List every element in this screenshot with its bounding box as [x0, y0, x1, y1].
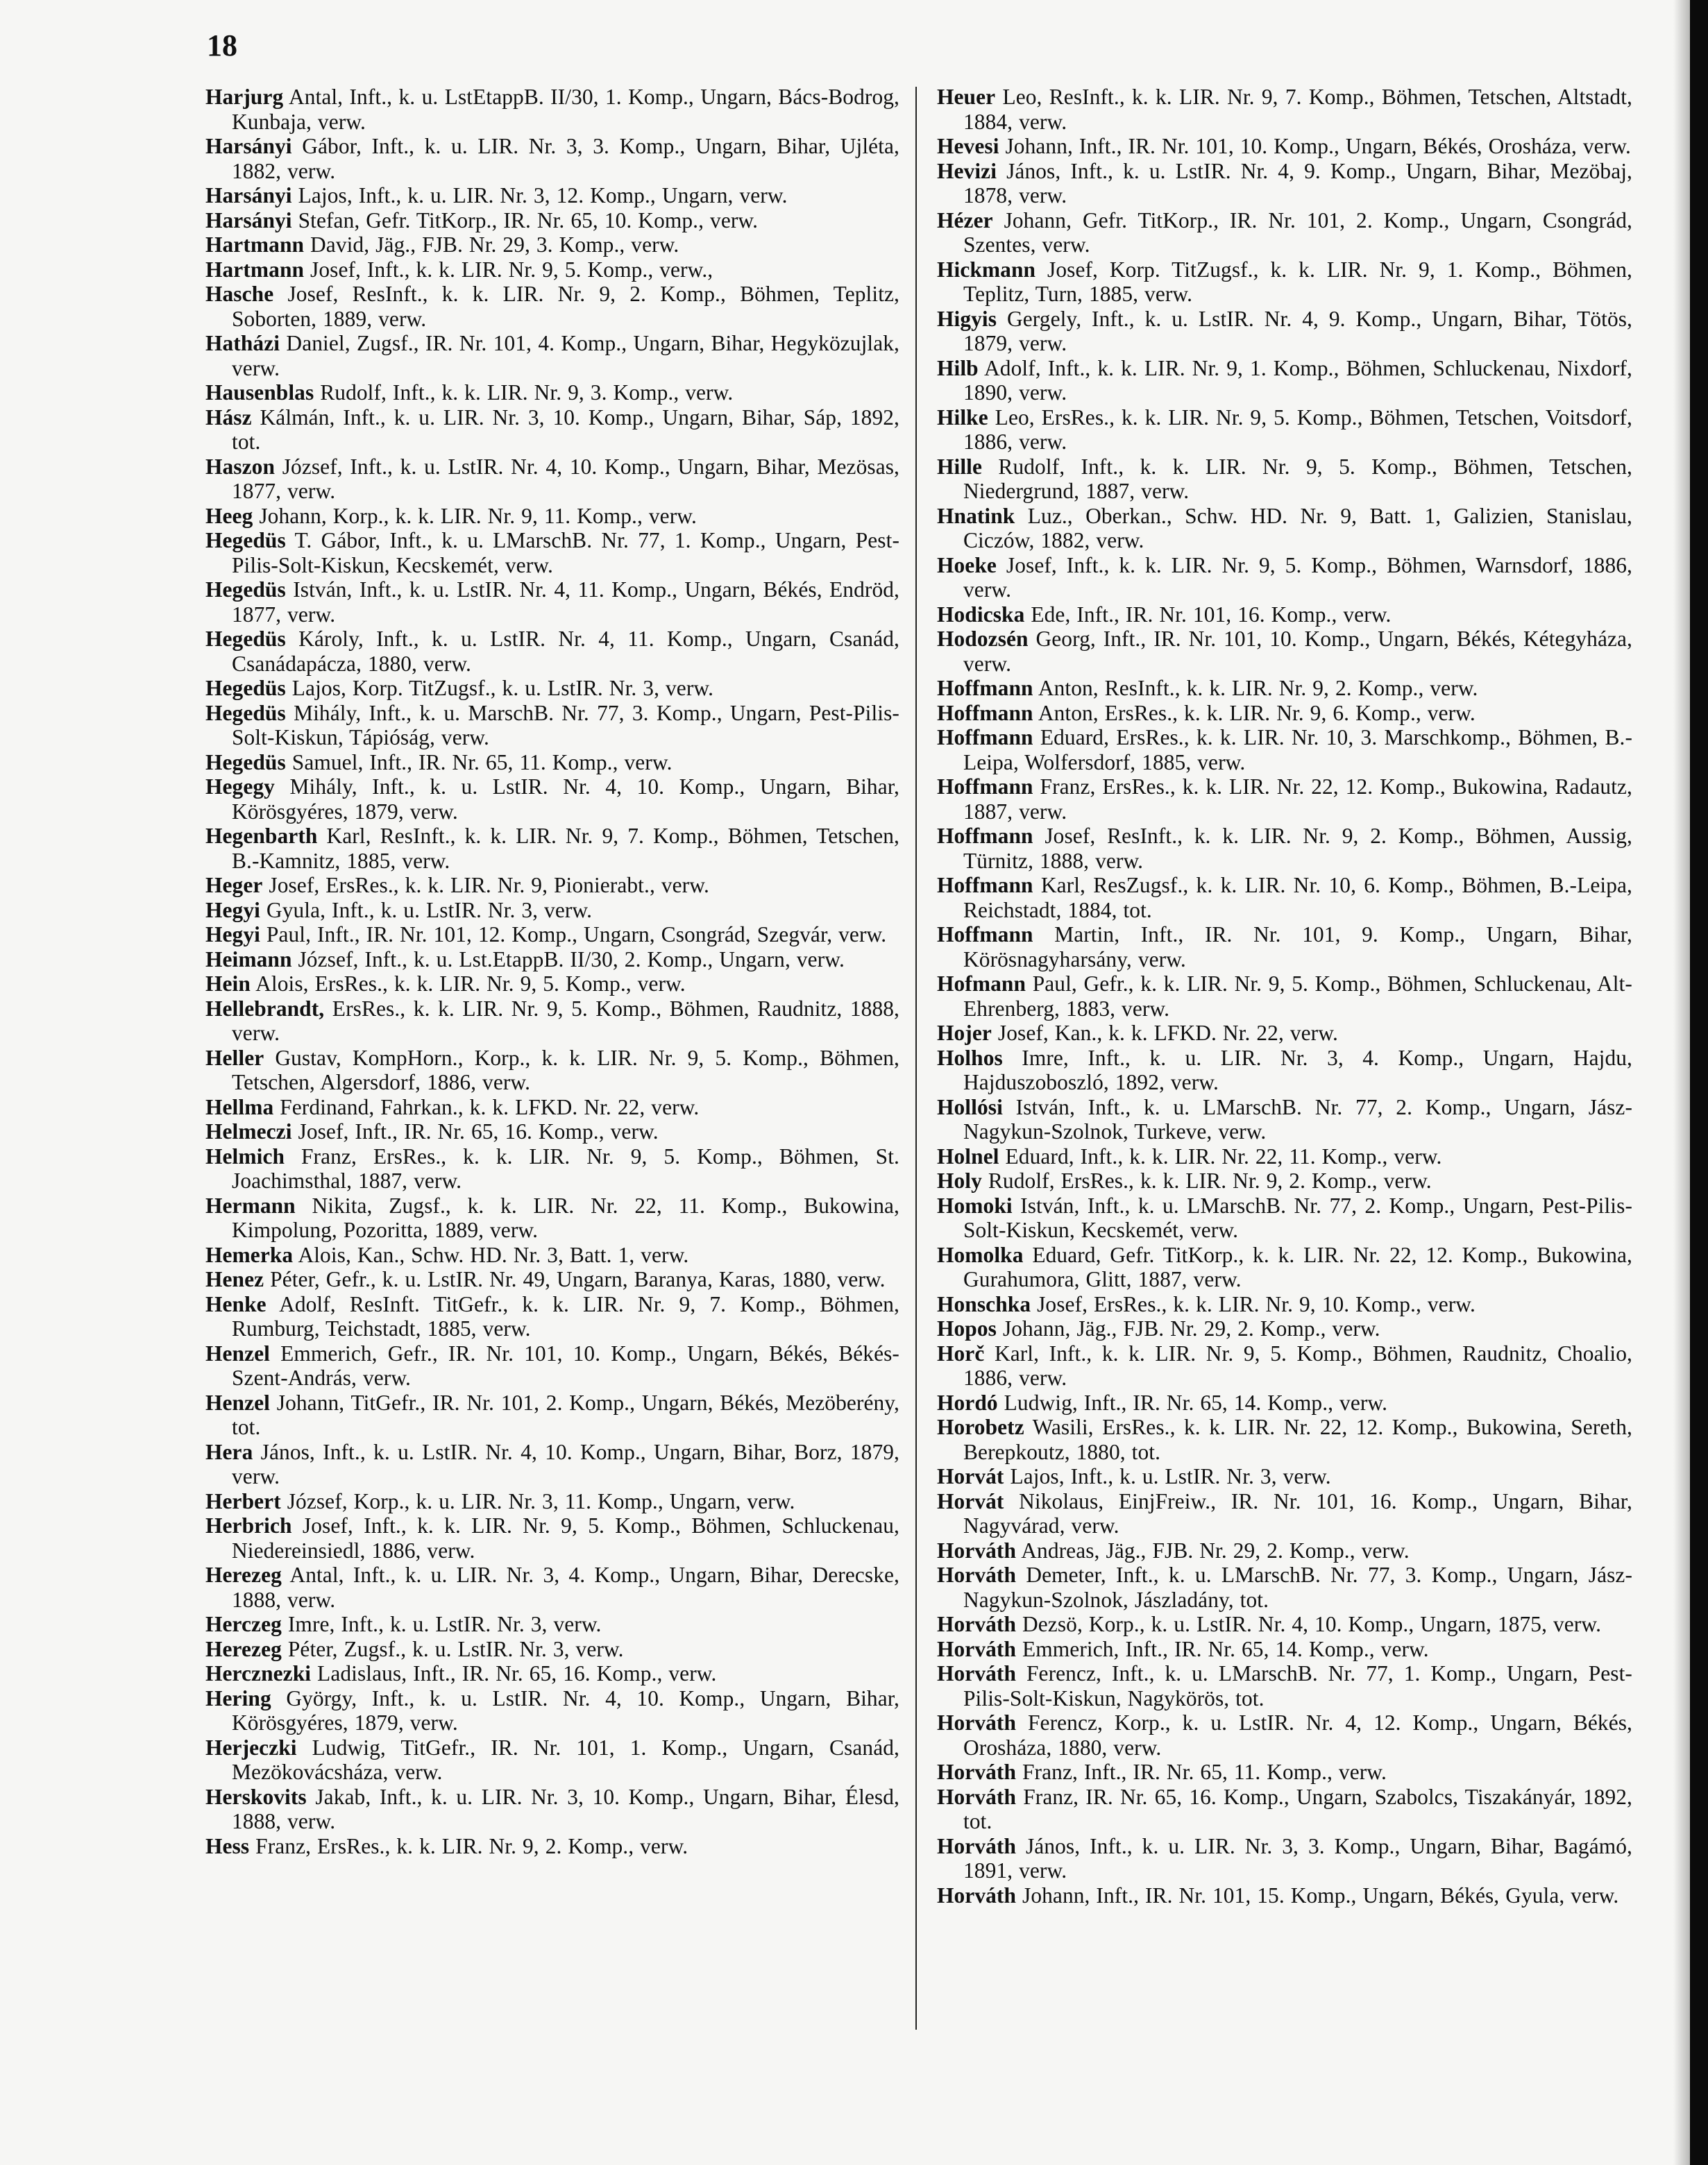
- entry-details: Gergely, Inft., k. u. LstIR. Nr. 4, 9. Komp., Ungarn, Bihar, Tötös, 1879, verw.: [963, 306, 1633, 355]
- entry-surname: Hegedüs: [205, 528, 286, 552]
- column-divider: [915, 87, 917, 2030]
- entry-surname: Hausenblas: [205, 380, 314, 405]
- entry-details: ErsRes., k. k. LIR. Nr. 9, 5. Komp., Böhmen, Raudnitz, 1888, verw.: [232, 996, 900, 1045]
- register-entry: [937, 208, 1632, 257]
- entry-surname: Hevizi: [937, 158, 997, 183]
- entry-surname: Hoffmann: [937, 824, 1033, 848]
- register-entry: [205, 405, 899, 455]
- register-entry: [205, 1735, 899, 1785]
- entry-surname: Hojer: [937, 1021, 992, 1045]
- entry-surname: Herbert: [205, 1488, 281, 1513]
- entry-details: Nikita, Zugsf., k. k. LIR. Nr. 22, 11. Komp., Bukowina, Kimpolung, Pozoritta, 1889, verw.: [232, 1193, 899, 1242]
- entry-surname: Hegegy: [205, 774, 275, 799]
- entry-surname: Haszon: [205, 454, 276, 479]
- register-entry: [937, 455, 1632, 504]
- entry-details: Lajos, Korp. TitZugsf., k. u. LstIR. Nr. 3, verw.: [291, 676, 714, 700]
- entry-details: Ferdinand, Fahrkan., k. k. LFKD. Nr. 22, verw.: [280, 1094, 700, 1119]
- entry-details: György, Inft., k. u. LstIR. Nr. 4, 10. Komp., Ungarn, Bihar, Körösgyéres, 1879, verw.: [232, 1686, 899, 1735]
- entry-details: Martin, Inft., IR. Nr. 101, 9. Komp., Ungarn, Bihar, Körösnagyharsány, verw.: [963, 922, 1632, 971]
- entry-details: Karl, Inft., k. k. LIR. Nr. 9, 5. Komp., Böhmen, Raudnitz, Choalio, 1886, verw.: [963, 1341, 1632, 1390]
- register-entry: [205, 1267, 899, 1292]
- entry-details: Franz, ErsRes., k. k. LIR. Nr. 9, 5. Komp., Böhmen, St. Joachimsthal, 1887, verw.: [232, 1144, 899, 1193]
- register-entry: [937, 701, 1632, 726]
- entry-details: Demeter, Inft., k. u. LMarschB. Nr. 77, 3. Komp., Ungarn, Jász-Nagykun-Szolnok, Jászladány, tot.: [963, 1563, 1632, 1612]
- register-entry: [205, 577, 899, 627]
- entry-surname: Hera: [205, 1439, 253, 1464]
- register-entry: [205, 134, 899, 183]
- entry-details: Johann, Gefr. TitKorp., IR. Nr. 101, 2. Komp., Ungarn, Csongrád, Szentes, verw.: [963, 207, 1632, 257]
- entry-surname: Hodicska: [937, 602, 1025, 627]
- entry-surname: Horváth: [937, 1612, 1017, 1636]
- register-entry: [937, 1046, 1632, 1095]
- entry-details: Samuel, Inft., IR. Nr. 65, 11. Komp., verw.: [291, 749, 673, 774]
- register-entry: [937, 922, 1632, 971]
- entry-surname: Hoffmann: [937, 774, 1033, 799]
- register-entry: [937, 1391, 1632, 1416]
- entry-surname: Horváth: [937, 1563, 1017, 1587]
- register-entry: [205, 455, 899, 504]
- register-entry: [937, 1785, 1632, 1834]
- entry-details: Ferencz, Korp., k. u. LstIR. Nr. 4, 12. Komp., Ungarn, Békés, Orosháza, 1880, verw.: [963, 1710, 1632, 1760]
- entry-details: Anton, ErsRes., k. k. LIR. Nr. 9, 6. Komp., verw.: [1038, 700, 1476, 725]
- entry-details: János, Inft., k. u. LstIR. Nr. 4, 10. Komp., Ungarn, Bihar, Borz, 1879, verw.: [232, 1439, 899, 1488]
- entry-details: T. Gábor, Inft., k. u. LMarschB. Nr. 77, 1. Komp., Ungarn, Pest-Pilis-Solt-Kiskun, Kecskemét, verw.: [232, 528, 899, 577]
- register-entry: [937, 356, 1632, 405]
- entry-surname: Horč: [937, 1341, 985, 1366]
- register-entry: [205, 996, 899, 1046]
- register-entry: [937, 1661, 1632, 1710]
- register-entry: [937, 134, 1632, 159]
- register-entry: [937, 676, 1632, 701]
- register-entry: [937, 1538, 1632, 1563]
- entry-surname: Herskovits: [205, 1784, 307, 1809]
- entry-details: Karl, ResZugsf., k. k. LIR. Nr. 10, 6. Komp., Böhmen, B.-Leipa, Reichstadt, 1884, tot.: [963, 873, 1632, 922]
- register-entry: [205, 701, 899, 750]
- entry-surname: Horobetz: [937, 1415, 1024, 1439]
- entry-surname: Hartmann: [205, 232, 305, 257]
- entry-details: Rudolf, Inft., k. k. LIR. Nr. 9, 5. Komp., Böhmen, Tetschen, Niedergrund, 1887, verw.: [963, 454, 1632, 503]
- entry-surname: Heuer: [937, 85, 996, 109]
- register-entry: [205, 1046, 899, 1095]
- entry-surname: Hollósi: [937, 1094, 1003, 1119]
- entry-surname: Henzel: [205, 1341, 270, 1366]
- entry-details: Antal, Inft., k. u. LstEtappB. II/30, 1. Komp., Ungarn, Bács-Bodrog, Kunbaja, verw.: [232, 85, 899, 134]
- register-entry: [205, 898, 899, 923]
- entry-surname: Holy: [937, 1169, 982, 1193]
- register-entry: [937, 1243, 1632, 1292]
- register-entry: [937, 602, 1632, 627]
- entry-details: Josef, Inft., k. k. LIR. Nr. 9, 5. Komp., Böhmen, Warnsdorf, 1886, verw.: [963, 552, 1632, 602]
- register-entry: [205, 1834, 899, 1859]
- entry-surname: Henez: [205, 1267, 264, 1291]
- entry-surname: Hegedüs: [205, 577, 286, 602]
- entry-details: Johann, TitGefr., IR. Nr. 101, 2. Komp., Ungarn, Békés, Mezöberény, tot.: [232, 1390, 899, 1439]
- entry-details: Paul, Gefr., k. k. LIR. Nr. 9, 5. Komp., Böhmen, Schluckenau, Alt-Ehrenberg, 1883, verw.: [963, 971, 1632, 1021]
- register-entry: [937, 1489, 1632, 1538]
- entry-details: Jakab, Inft., k. u. LIR. Nr. 3, 10. Komp., Ungarn, Bihar, Élesd, 1888, verw.: [232, 1784, 899, 1833]
- register-entry: [205, 1661, 899, 1686]
- entry-surname: Harsányi: [205, 134, 292, 158]
- entry-surname: Harjurg: [205, 85, 284, 109]
- register-entry: [205, 627, 899, 676]
- register-entry: [205, 380, 899, 405]
- entry-details: Mihály, Inft., k. u. MarschB. Nr. 77, 3. Komp., Ungarn, Pest-Pilis-Solt-Kiskun, Tápióság, verw.: [232, 700, 899, 749]
- entry-surname: Horváth: [937, 1784, 1017, 1809]
- entry-details: István, Inft., k. u. LMarschB. Nr. 77, 2. Komp., Ungarn, Jász-Nagykun-Szolnok, Turkeve, verw.: [963, 1094, 1632, 1144]
- entry-details: János, Inft., k. u. LIR. Nr. 3, 3. Komp., Ungarn, Bihar, Bagámó, 1891, verw.: [963, 1833, 1632, 1883]
- register-entry: [205, 85, 899, 134]
- entry-surname: Homolka: [937, 1242, 1024, 1267]
- entry-surname: Horváth: [937, 1833, 1017, 1858]
- entry-details: Johann, Inft., IR. Nr. 101, 15. Komp., Ungarn, Békés, Gyula, verw.: [1022, 1883, 1619, 1908]
- register-entry: [937, 1612, 1632, 1637]
- entry-details: David, Jäg., FJB. Nr. 29, 3. Komp., verw.: [310, 232, 679, 257]
- register-entry: [937, 159, 1632, 208]
- entry-surname: Hickmann: [937, 257, 1036, 282]
- register-entry: [205, 331, 899, 380]
- entry-details: Kálmán, Inft., k. u. LIR. Nr. 3, 10. Komp., Ungarn, Bihar, Sáp, 1892, tot.: [232, 405, 899, 454]
- entry-details: Ladislaus, Inft., IR. Nr. 65, 16. Komp., verw.: [317, 1661, 717, 1686]
- register-entry: [937, 1341, 1632, 1391]
- entry-surname: Hegedüs: [205, 676, 286, 700]
- entry-surname: Heller: [205, 1045, 264, 1070]
- entry-details: Gábor, Inft., k. u. LIR. Nr. 3, 3. Komp., Ungarn, Bihar, Ujléta, 1882, verw.: [232, 134, 900, 183]
- entry-details: Andreas, Jäg., FJB. Nr. 29, 2. Komp., verw.: [1021, 1538, 1410, 1563]
- entry-details: Péter, Gefr., k. u. LstIR. Nr. 49, Ungarn, Baranya, Karas, 1880, verw.: [270, 1267, 886, 1291]
- entry-details: Lajos, Inft., k. u. LIR. Nr. 3, 12. Komp., Ungarn, verw.: [298, 183, 788, 207]
- entry-surname: Homoki: [937, 1193, 1013, 1218]
- entry-details: Josef, Inft., k. k. LIR. Nr. 9, 5. Komp., verw.,: [310, 257, 713, 282]
- entry-surname: Hercznezki: [205, 1661, 312, 1686]
- register-entry: [937, 824, 1632, 873]
- register-entry: [937, 85, 1632, 134]
- register-entry: [937, 1415, 1632, 1464]
- register-entry: [937, 1169, 1632, 1194]
- entry-surname: Hézer: [937, 207, 993, 232]
- entry-surname: Hilb: [937, 355, 979, 380]
- register-entry: [937, 1464, 1632, 1489]
- entry-details: Eduard, Gefr. TitKorp., k. k. LIR. Nr. 22, 12. Komp., Bukowina, Gurahumora, Glitt, 1887, verw.: [963, 1242, 1633, 1291]
- register-entry: [937, 1834, 1632, 1883]
- entry-details: Franz, ErsRes., k. k. LIR. Nr. 22, 12. Komp., Bukowina, Radautz, 1887, verw.: [963, 774, 1632, 824]
- entry-surname: Hodozsén: [937, 627, 1029, 651]
- entry-details: Károly, Inft., k. u. LstIR. Nr. 4, 11. Komp., Ungarn, Csanád, Csanádapácza, 1880, verw.: [232, 627, 899, 676]
- entry-surname: Hegedüs: [205, 749, 286, 774]
- page-number: 18: [207, 28, 237, 62]
- entry-details: József, Inft., k. u. LstIR. Nr. 4, 10. Komp., Ungarn, Bihar, Mezösas, 1877, verw.: [232, 454, 899, 503]
- register-entry: [937, 1144, 1632, 1169]
- entry-surname: Hoffmann: [937, 700, 1033, 725]
- entry-details: Imre, Inft., k. u. LstIR. Nr. 3, verw.: [287, 1612, 602, 1636]
- entry-details: Nikolaus, EinjFreiw., IR. Nr. 101, 16. Komp., Ungarn, Bihar, Nagyvárad, verw.: [963, 1488, 1632, 1538]
- entry-surname: Helmich: [205, 1144, 285, 1169]
- entry-surname: Hnatink: [937, 503, 1015, 528]
- register-entry: [937, 1021, 1632, 1046]
- register-entry: [205, 1686, 899, 1735]
- entry-details: Johann, Inft., IR. Nr. 101, 10. Komp., Ungarn, Békés, Orosháza, verw.: [1005, 134, 1631, 158]
- entry-details: Johann, Jäg., FJB. Nr. 29, 2. Komp., verw.: [1002, 1316, 1380, 1341]
- entry-surname: Hász: [205, 405, 252, 430]
- entry-details: Alois, ErsRes., k. k. LIR. Nr. 9, 5. Komp., verw.: [255, 971, 686, 996]
- register-entry: [205, 232, 899, 257]
- entry-details: Franz, Inft., IR. Nr. 65, 11. Komp., verw.: [1022, 1760, 1387, 1784]
- entry-details: Antal, Inft., k. u. LIR. Nr. 3, 4. Komp., Ungarn, Bihar, Derecske, 1888, verw.: [232, 1563, 899, 1612]
- entry-surname: Hasche: [205, 282, 274, 306]
- entry-details: Johann, Korp., k. k. LIR. Nr. 9, 11. Komp., verw.: [259, 503, 697, 528]
- entry-surname: Hermann: [205, 1193, 296, 1218]
- entry-details: József, Inft., k. u. Lst.EtappB. II/30, 2. Komp., Ungarn, verw.: [298, 946, 845, 971]
- register-entry: [937, 774, 1632, 824]
- entry-details: Anton, ResInft., k. k. LIR. Nr. 9, 2. Komp., verw.: [1038, 676, 1478, 700]
- register-entry: [937, 1563, 1632, 1612]
- entry-details: Leo, ResInft., k. k. LIR. Nr. 9, 7. Komp., Böhmen, Tetschen, Altstadt, 1884, verw.: [963, 85, 1632, 134]
- entry-details: Gyula, Inft., k. u. LstIR. Nr. 3, verw.: [266, 897, 593, 922]
- left-column: [205, 85, 899, 1858]
- entry-surname: Harsányi: [205, 183, 292, 207]
- entry-surname: Hemerka: [205, 1242, 294, 1267]
- entry-details: Emmerich, Inft., IR. Nr. 65, 14. Komp., verw.: [1022, 1636, 1429, 1661]
- entry-surname: Herezeg: [205, 1563, 282, 1587]
- entry-surname: Hopos: [937, 1316, 997, 1341]
- register-entry: [205, 971, 899, 996]
- register-entry: [205, 1785, 899, 1834]
- register-entry: [205, 1144, 899, 1194]
- entry-details: Péter, Zugsf., k. u. LstIR. Nr. 3, verw.: [287, 1636, 624, 1661]
- entry-details: Ludwig, TitGefr., IR. Nr. 101, 1. Komp., Ungarn, Csanád, Mezökovácsháza, verw.: [232, 1735, 899, 1784]
- entry-details: Emmerich, Gefr., IR. Nr. 101, 10. Komp., Ungarn, Békés, Békés-Szent-András, verw.: [232, 1341, 899, 1390]
- entry-details: Adolf, Inft., k. k. LIR. Nr. 9, 1. Komp., Böhmen, Schluckenau, Nixdorf, 1890, verw.: [963, 355, 1632, 405]
- entry-surname: Herezeg: [205, 1636, 282, 1661]
- register-entry: [205, 1513, 899, 1563]
- entry-details: Stefan, Gefr. TitKorp., IR. Nr. 65, 10. Komp., verw.: [298, 207, 759, 232]
- entry-details: János, Inft., k. u. LstIR. Nr. 4, 9. Komp., Ungarn, Bihar, Mezöbaj, 1878, verw.: [963, 158, 1632, 207]
- entry-details: István, Inft., k. u. LstIR. Nr. 4, 11. Komp., Ungarn, Békés, Endröd, 1877, verw.: [232, 577, 899, 627]
- entry-surname: Henke: [205, 1291, 267, 1316]
- entry-details: Gustav, KompHorn., Korp., k. k. LIR. Nr. 9, 5. Komp., Böhmen, Tetschen, Algersdorf, 1886, verw.: [232, 1045, 899, 1094]
- entry-surname: Hartmann: [205, 257, 305, 282]
- entry-surname: Hordó: [937, 1390, 998, 1415]
- register-entry: [937, 873, 1632, 922]
- entry-surname: Hofmann: [937, 971, 1026, 996]
- entry-surname: Horváth: [937, 1636, 1017, 1661]
- entry-details: Josef, ResInft., k. k. LIR. Nr. 9, 2. Komp., Böhmen, Aussig, Türnitz, 1888, verw.: [963, 824, 1632, 873]
- entry-details: Eduard, Inft., k. k. LIR. Nr. 22, 11. Komp., verw.: [1005, 1144, 1442, 1169]
- entry-surname: Horvát: [937, 1464, 1004, 1488]
- register-entry: [205, 257, 899, 282]
- entry-surname: Hatházi: [205, 331, 280, 355]
- entry-details: Lajos, Inft., k. u. LstIR. Nr. 3, verw.: [1010, 1464, 1331, 1488]
- entry-surname: Hegedüs: [205, 700, 286, 725]
- entry-details: Alois, Kan., Schw. HD. Nr. 3, Batt. 1, verw.: [298, 1242, 689, 1267]
- register-entry: [937, 307, 1632, 356]
- register-entry: [205, 528, 899, 577]
- entry-details: Wasili, ErsRes., k. k. LIR. Nr. 22, 12. Komp., Bukowina, Sereth, Berepkoutz, 1880, tot.: [963, 1415, 1632, 1464]
- entry-surname: Hoeke: [937, 552, 997, 577]
- entry-surname: Hoffmann: [937, 873, 1033, 897]
- entry-surname: Hegenbarth: [205, 824, 318, 848]
- register-entry: [205, 1637, 899, 1662]
- register-entry: [937, 725, 1632, 774]
- entry-details: Josef, Korp. TitZugsf., k. k. LIR. Nr. 9, 1. Komp., Böhmen, Teplitz, Turn, 1885, verw.: [963, 257, 1632, 306]
- entry-surname: Horváth: [937, 1538, 1017, 1563]
- entry-surname: Helmeczi: [205, 1119, 292, 1144]
- register-entry: [937, 627, 1632, 676]
- register-entry: [937, 257, 1632, 307]
- entry-details: József, Korp., k. u. LIR. Nr. 3, 11. Komp., Ungarn, verw.: [287, 1488, 795, 1513]
- register-entry: [937, 1316, 1632, 1341]
- entry-surname: Hille: [937, 454, 983, 479]
- entry-surname: Horvát: [937, 1488, 1004, 1513]
- entry-surname: Henzel: [205, 1390, 270, 1415]
- register-entry: [205, 922, 899, 947]
- register-entry: [937, 1883, 1632, 1908]
- entry-details: Rudolf, Inft., k. k. LIR. Nr. 9, 3. Komp., verw.: [320, 380, 734, 405]
- right-column: [937, 85, 1632, 1908]
- entry-details: Imre, Inft., k. u. LIR. Nr. 3, 4. Komp., Ungarn, Hajdu, Hajduszoboszló, 1892, verw.: [963, 1045, 1632, 1094]
- register-entry: [937, 971, 1632, 1021]
- entry-surname: Horváth: [937, 1883, 1017, 1908]
- register-entry: [205, 1440, 899, 1489]
- entry-details: Franz, IR. Nr. 65, 16. Komp., Ungarn, Szabolcs, Tiszakányár, 1892, tot.: [963, 1784, 1632, 1833]
- register-entry: [205, 1194, 899, 1243]
- entry-surname: Herjeczki: [205, 1735, 297, 1760]
- register-entry: [937, 1637, 1632, 1662]
- entry-details: Karl, ResInft., k. k. LIR. Nr. 9, 7. Komp., Böhmen, Tetschen, B.-Kamnitz, 1885, verw.: [232, 824, 899, 873]
- entry-surname: Horváth: [937, 1661, 1017, 1686]
- entry-surname: Higyis: [937, 306, 997, 331]
- entry-details: Ludwig, Inft., IR. Nr. 65, 14. Komp., verw.: [1004, 1390, 1388, 1415]
- register-entry: [205, 824, 899, 873]
- entry-surname: Horváth: [937, 1760, 1017, 1784]
- register-entry: [205, 208, 899, 233]
- entry-surname: Hegyi: [205, 922, 260, 946]
- entry-details: Josef, ErsRes., k. k. LIR. Nr. 9, Pionierabt., verw.: [269, 873, 709, 897]
- entry-surname: Holnel: [937, 1144, 999, 1169]
- entry-surname: Hegyi: [205, 897, 260, 922]
- entry-details: Mihály, Inft., k. u. LstIR. Nr. 4, 10. Komp., Ungarn, Bihar, Körösgyéres, 1879, verw.: [232, 774, 899, 824]
- entry-details: Leo, ErsRes., k. k. LIR. Nr. 9, 5. Komp., Böhmen, Tetschen, Voitsdorf, 1886, verw.: [963, 405, 1632, 454]
- register-entry: [205, 1243, 899, 1268]
- entry-surname: Hein: [205, 971, 251, 996]
- entry-details: Dezsö, Korp., k. u. LstIR. Nr. 4, 10. Komp., Ungarn, 1875, verw.: [1022, 1612, 1602, 1636]
- register-entry: [205, 947, 899, 972]
- entry-details: Eduard, ErsRes., k. k. LIR. Nr. 10, 3. Marschkomp., Böhmen, B.-Leipa, Wolfersdorf, 1885, verw.: [963, 725, 1632, 774]
- entry-surname: Harsányi: [205, 207, 292, 232]
- entry-surname: Heger: [205, 873, 263, 897]
- entry-surname: Herczeg: [205, 1612, 282, 1636]
- entry-details: Rudolf, ErsRes., k. k. LIR. Nr. 9, 2. Komp., verw.: [988, 1169, 1432, 1193]
- entry-details: Ede, Inft., IR. Nr. 101, 16. Komp., verw.: [1031, 602, 1392, 627]
- register-entry: [205, 1095, 899, 1120]
- scan-border: [1690, 0, 1708, 2165]
- entry-details: István, Inft., k. u. LMarschB. Nr. 77, 2. Komp., Ungarn, Pest-Pilis-Solt-Kiskun, Kecskemét, verw.: [963, 1193, 1632, 1242]
- register-entry: [937, 1292, 1632, 1317]
- entry-surname: Hellma: [205, 1094, 274, 1119]
- entry-details: Franz, ErsRes., k. k. LIR. Nr. 9, 2. Komp., verw.: [255, 1833, 688, 1858]
- entry-surname: Hevesi: [937, 134, 999, 158]
- register-entry: [205, 774, 899, 824]
- entry-details: Josef, Inft., k. k. LIR. Nr. 9, 5. Komp., Böhmen, Schluckenau, Niedereinsiedl, 1886, verw.: [232, 1513, 899, 1563]
- register-entry: [205, 1612, 899, 1637]
- entry-details: Josef, ErsRes., k. k. LIR. Nr. 9, 10. Komp., verw.: [1037, 1291, 1476, 1316]
- entry-surname: Honschka: [937, 1291, 1031, 1316]
- entry-details: Josef, ResInft., k. k. LIR. Nr. 9, 2. Komp., Böhmen, Teplitz, Soborten, 1889, verw.: [232, 282, 899, 331]
- register-entry: [205, 1489, 899, 1514]
- entry-surname: Hoffmann: [937, 676, 1033, 700]
- entry-surname: Hellebrandt,: [205, 996, 325, 1021]
- register-entry: [205, 504, 899, 529]
- entry-surname: Holhos: [937, 1045, 1003, 1070]
- entry-surname: Hilke: [937, 405, 988, 430]
- register-entry: [205, 1119, 899, 1144]
- register-entry: [205, 873, 899, 898]
- entry-details: Georg, Inft., IR. Nr. 101, 10. Komp., Ungarn, Békés, Kétegyháza, verw.: [963, 627, 1632, 676]
- entry-surname: Hegedüs: [205, 627, 286, 651]
- register-entry: [205, 1292, 899, 1341]
- register-entry: [937, 1095, 1632, 1144]
- entry-surname: Hess: [205, 1833, 250, 1858]
- register-entry: [937, 405, 1632, 455]
- entry-surname: Hoffmann: [937, 922, 1033, 946]
- entry-surname: Hering: [205, 1686, 271, 1710]
- register-entry: [937, 1760, 1632, 1785]
- register-entry: [205, 1391, 899, 1440]
- entry-surname: Heimann: [205, 946, 292, 971]
- register-entry: [937, 1710, 1632, 1760]
- entry-details: Adolf, ResInft. TitGefr., k. k. LIR. Nr. 9, 7. Komp., Böhmen, Rumburg, Teichstadt, 1885, verw.: [232, 1291, 899, 1341]
- entry-details: Josef, Inft., IR. Nr. 65, 16. Komp., verw.: [298, 1119, 659, 1144]
- register-entry: [937, 504, 1632, 553]
- register-entry: [205, 1341, 899, 1391]
- page-edge-shadow: [1673, 0, 1690, 2165]
- register-entry: [205, 282, 899, 331]
- entry-details: Daniel, Zugsf., IR. Nr. 101, 4. Komp., Ungarn, Bihar, Hegyközujlak, verw.: [232, 331, 900, 380]
- register-entry: [937, 553, 1632, 602]
- entry-surname: Herbrich: [205, 1513, 292, 1538]
- register-entry: [937, 1194, 1632, 1243]
- entry-details: Josef, Kan., k. k. LFKD. Nr. 22, verw.: [997, 1021, 1338, 1045]
- entry-surname: Horváth: [937, 1710, 1017, 1735]
- entry-surname: Hoffmann: [937, 725, 1033, 749]
- entry-details: Ferencz, Inft., k. u. LMarschB. Nr. 77, 1. Komp., Ungarn, Pest-Pilis-Solt-Kiskun, Nagykörös, tot.: [963, 1661, 1632, 1710]
- entry-surname: Heeg: [205, 503, 253, 528]
- register-entry: [205, 183, 899, 208]
- register-entry: [205, 1563, 899, 1612]
- entry-details: Paul, Inft., IR. Nr. 101, 12. Komp., Ungarn, Csongrád, Szegvár, verw.: [266, 922, 887, 946]
- entry-details: Luz., Oberkan., Schw. HD. Nr. 9, Batt. 1, Galizien, Stanislau, Ciczów, 1882, verw.: [963, 503, 1632, 552]
- register-entry: [205, 750, 899, 775]
- register-entry: [205, 676, 899, 701]
